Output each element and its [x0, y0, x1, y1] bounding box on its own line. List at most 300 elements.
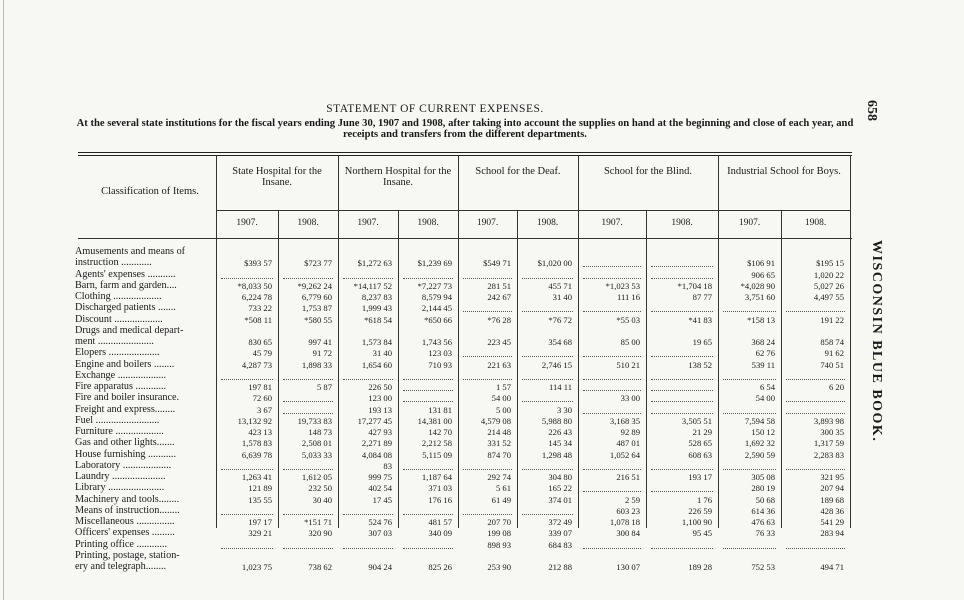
table-cell: 305 08	[751, 472, 775, 482]
table-cell: 226 50	[368, 382, 392, 392]
row-label: Fuel .........................	[75, 414, 160, 426]
table-cell: *4,028 90	[740, 280, 775, 291]
empty-cell-leader	[786, 379, 845, 380]
row-label: House furnishing ...........	[75, 448, 177, 460]
table-cell: 3,751 60	[744, 292, 775, 302]
table-cell: 1,020 22	[813, 269, 844, 280]
table-cell: 455 71	[548, 280, 572, 291]
table-cell: 423 13	[248, 427, 272, 437]
table-cell: 280 19	[751, 483, 775, 494]
table-cell: 1,654 60	[361, 359, 392, 370]
table-cell: 207 70	[487, 517, 511, 527]
year-header: 1907.	[357, 218, 379, 228]
empty-cell-leader	[583, 266, 641, 267]
table-cell: 320 90	[308, 528, 332, 539]
table-cell: 226 43	[548, 427, 572, 437]
table-cell: 3,893 98	[813, 415, 844, 426]
table-cell: 85 00	[620, 337, 640, 347]
empty-cell-leader	[283, 413, 333, 414]
row-label: ment ......................	[75, 336, 154, 347]
table-cell: 114 11	[549, 382, 572, 392]
table-cell: 3,168 35	[609, 415, 640, 426]
institution-header: School for the Blind.	[603, 166, 693, 177]
page-title: STATEMENT OF CURRENT EXPENSES.	[326, 103, 544, 115]
classification-header: Classification of Items.	[101, 186, 199, 197]
table-cell: 197 17	[248, 517, 272, 527]
empty-cell-leader	[463, 356, 512, 357]
table-cell: 1,578 83	[241, 438, 272, 449]
table-cell: 197 81	[248, 382, 272, 392]
table-cell: 6,639 78	[241, 449, 272, 460]
row-label: Machinery and tools........	[75, 493, 180, 505]
table-cell: 1,078 18	[609, 517, 640, 527]
empty-cell-leader	[283, 548, 333, 549]
table-cell: 372 49	[548, 517, 572, 527]
table-cell: *76 28	[487, 314, 511, 325]
empty-cell-leader	[786, 413, 845, 414]
table-cell: $1,020 00	[537, 258, 572, 269]
table-cell: 528 65	[688, 438, 712, 449]
institution-header: Northern Hospital for the Insane.	[344, 166, 452, 188]
table-cell: 740 51	[820, 359, 844, 370]
empty-cell-leader	[651, 379, 713, 380]
table-cell: 61 49	[491, 494, 511, 505]
row-label: Printing, postage, station-	[75, 549, 180, 561]
table-cell: 21 29	[692, 427, 712, 437]
table-cell: 19,733 83	[297, 415, 332, 426]
table-cell: 54 00	[491, 393, 511, 404]
empty-cell-leader	[221, 278, 273, 279]
table-cell: 300 84	[616, 528, 640, 539]
year-header: 1907.	[601, 218, 623, 228]
table-cell: 123 03	[428, 348, 452, 359]
table-cell: $1,272 63	[357, 258, 392, 269]
table-cell: 232 50	[308, 483, 332, 494]
row-label: Fire and boiler insurance.	[75, 392, 180, 404]
table-cell: 165 22	[548, 483, 572, 494]
table-cell: 2,283 83	[813, 449, 844, 460]
table-cell: 4,287 73	[241, 359, 272, 370]
table-cell: 189 68	[820, 494, 844, 505]
table-cell: 95 45	[692, 528, 712, 539]
table-cell: 603 23	[616, 505, 640, 516]
table-cell: 339 07	[548, 528, 572, 539]
empty-cell-leader	[403, 390, 453, 391]
table-cell: $1,239 69	[417, 258, 452, 269]
empty-cell-leader	[651, 469, 713, 470]
row-label: Miscellaneous ...............	[75, 516, 175, 527]
table-cell: 1,187 64	[421, 472, 452, 482]
page-number: 658	[864, 100, 879, 121]
table-cell: 684 83	[548, 539, 572, 550]
table-cell: 539 11	[751, 359, 775, 370]
empty-cell-leader	[651, 401, 713, 402]
table-cell: 1,100 90	[681, 517, 712, 527]
table-cell: *618 54	[364, 314, 392, 325]
table-cell: 1,999 43	[361, 303, 392, 314]
table-cell: 135 55	[248, 494, 272, 505]
empty-cell-leader	[403, 548, 453, 549]
institution-underline	[216, 210, 338, 211]
table-cell: 87 77	[692, 292, 712, 302]
page-subtitle: At the several state institutions for the fiscal years ending June 30, 1907 and 1908, after taking into account the supplies on hand at the beginning and close of each year, and receipts and transfers from the different departments.	[76, 118, 854, 140]
table-cell: $106 91	[747, 258, 775, 269]
table-cell: 226 59	[688, 505, 712, 516]
table-cell: 825 26	[428, 562, 452, 572]
table-cell: 858 74	[820, 337, 844, 347]
empty-cell-leader	[221, 514, 273, 515]
row-label: Furniture ...................	[75, 426, 164, 437]
row-label: Clothing ...................	[75, 291, 162, 302]
table-cell: 4,084 08	[361, 449, 392, 460]
table-cell: 5 87	[316, 382, 332, 392]
empty-cell-leader	[583, 469, 641, 470]
empty-cell-leader	[583, 491, 641, 492]
table-cell: 14,381 00	[417, 415, 452, 426]
row-label: Gas and other lights.......	[75, 437, 175, 449]
empty-cell-leader	[583, 548, 641, 549]
year-header: 1907.	[236, 218, 258, 228]
table-cell: *7,227 73	[417, 280, 452, 291]
table-cell: 541 29	[820, 517, 844, 527]
row-label: Barn, farm and garden....	[75, 279, 177, 291]
table-cell: 19 65	[692, 337, 712, 347]
row-label: Laundry .....................	[75, 471, 166, 482]
table-cell: 2 59	[624, 494, 640, 505]
table-cell: 997 41	[308, 337, 332, 347]
empty-cell-leader	[583, 390, 641, 391]
table-cell: $723 77	[304, 258, 332, 269]
row-label: Freight and express........	[75, 403, 176, 415]
empty-cell-leader	[403, 379, 453, 380]
year-header: 1908.	[671, 218, 693, 228]
table-cell: 145 34	[548, 438, 572, 449]
table-cell: 1,898 33	[301, 359, 332, 370]
year-header: 1908.	[536, 218, 559, 228]
table-cell: 402 54	[368, 483, 392, 494]
table-cell: 72 60	[252, 393, 272, 404]
table-cell: 54 00	[755, 393, 775, 404]
table-cell: 191 22	[820, 314, 844, 325]
empty-cell-leader	[522, 514, 573, 515]
empty-cell-leader	[283, 278, 333, 279]
table-cell: 214 48	[487, 427, 511, 437]
empty-cell-leader	[723, 311, 776, 312]
table-cell: 2,590 59	[744, 449, 775, 460]
table-cell: 4,579 08	[480, 415, 511, 426]
table-cell: *1,023 53	[605, 280, 640, 291]
table-cell: 31 40	[372, 348, 392, 359]
table-cell: 50 68	[755, 494, 775, 505]
table-cell: 331 52	[487, 438, 511, 449]
table-cell: 33 00	[620, 393, 640, 404]
table-cell: 76 33	[755, 528, 775, 539]
empty-cell-leader	[723, 379, 776, 380]
table-cell: 6 54	[759, 382, 775, 392]
table-cell: 1,743 56	[421, 337, 452, 347]
table-cell: 131 81	[428, 404, 452, 415]
empty-cell-leader	[522, 278, 573, 279]
table-cell: 83	[383, 460, 392, 471]
table-cell: 193 13	[368, 404, 392, 415]
table-cell: 6 20	[828, 382, 844, 392]
table-cell: 874 70	[487, 449, 511, 460]
table-cell: 608 63	[688, 449, 712, 460]
table-cell: 62 76	[755, 348, 775, 359]
table-cell: 216 51	[616, 472, 640, 482]
empty-cell-leader	[583, 413, 641, 414]
year-header: 1907.	[476, 218, 499, 228]
empty-cell-leader	[283, 514, 333, 515]
empty-cell-leader	[522, 311, 573, 312]
row-label: Discount ...................	[75, 313, 163, 325]
table-cell: 111 16	[617, 292, 640, 302]
empty-cell-leader	[522, 401, 573, 402]
empty-cell-leader	[651, 266, 713, 267]
year-header: 1908.	[804, 218, 827, 228]
row-label: instruction ............	[75, 257, 152, 269]
empty-cell-leader	[651, 278, 713, 279]
empty-cell-leader	[403, 401, 453, 402]
table-cell: 614 36	[751, 505, 775, 516]
table-cell: 292 74	[487, 472, 511, 482]
table-cell: 2,746 15	[541, 359, 572, 370]
table-cell: 830 65	[248, 337, 272, 347]
table-cell: *8,033 50	[237, 280, 272, 291]
empty-cell-leader	[463, 278, 512, 279]
table-cell: 738 62	[308, 562, 332, 572]
table-cell: 138 52	[688, 359, 712, 370]
table-cell: 1,692 32	[744, 438, 775, 449]
table-cell: *151 71	[304, 517, 332, 527]
table-cell: 906 65	[751, 269, 775, 280]
running-head: WISCONSIN BLUE BOOK.	[869, 240, 884, 443]
empty-cell-leader	[343, 514, 393, 515]
table-cell: $549 71	[483, 258, 511, 269]
institution-underline	[458, 210, 578, 211]
empty-cell-leader	[583, 278, 641, 279]
table-cell: 4,497 55	[813, 292, 844, 302]
empty-cell-leader	[651, 491, 713, 492]
table-cell: 481 57	[428, 517, 452, 527]
table-cell: 1,298 48	[541, 449, 572, 460]
table-cell: 17,277 45	[357, 415, 392, 426]
table-cell: $195 15	[816, 258, 844, 269]
empty-cell-leader	[463, 311, 512, 312]
empty-cell-leader	[343, 278, 393, 279]
row-label: Library ......................	[75, 482, 165, 494]
row-label: Exchange ...................	[75, 369, 167, 381]
empty-cell-leader	[786, 401, 845, 402]
table-cell: 30 40	[312, 494, 332, 505]
table-cell: *580 55	[304, 314, 332, 325]
table-cell: 2,212 58	[421, 438, 452, 449]
table-cell: 898 93	[487, 539, 511, 550]
table-cell: 476 63	[751, 517, 775, 527]
table-cell: 329 21	[248, 528, 272, 539]
institution-underline	[718, 210, 850, 211]
row-label: Fire apparatus ............	[75, 381, 167, 392]
table-cell: 733 22	[248, 303, 272, 314]
table-cell: 999 75	[368, 472, 392, 482]
empty-cell-leader	[283, 379, 333, 380]
table-cell: 354 68	[548, 337, 572, 347]
empty-cell-leader	[403, 278, 453, 279]
table-cell: 121 89	[248, 483, 272, 494]
empty-cell-leader	[522, 469, 573, 470]
table-cell: 5,027 26	[813, 280, 844, 291]
table-cell: 904 24	[368, 562, 392, 572]
table-cell: 487 01	[616, 438, 640, 449]
table-cell: *14,117 52	[353, 280, 392, 291]
table-cell: 91 62	[824, 348, 844, 359]
table-cell: 300 35	[820, 427, 844, 437]
table-cell: 91 72	[312, 348, 332, 359]
table-cell: 710 93	[428, 359, 452, 370]
table-cell: 1,023 75	[241, 562, 272, 572]
table-cell: 371 03	[428, 483, 452, 494]
institution-header: Industrial School for Boys.	[727, 166, 841, 177]
table-cell: 1 57	[495, 382, 511, 392]
empty-cell-leader	[221, 548, 273, 549]
table-top-rule-2	[78, 155, 852, 156]
empty-cell-leader	[522, 379, 573, 380]
table-cell: 92 89	[620, 427, 640, 437]
table-cell: 3 67	[256, 404, 272, 415]
table-cell: 17 45	[372, 494, 392, 505]
table-cell: 13,132 92	[237, 415, 272, 426]
table-cell: 199 08	[487, 528, 511, 539]
empty-cell-leader	[403, 514, 453, 515]
table-cell: *9,262 24	[297, 280, 332, 291]
table-cell: 752 53	[751, 562, 775, 572]
table-cell: 2,144 45	[421, 303, 452, 314]
table-cell: 510 21	[616, 359, 640, 370]
empty-cell-leader	[583, 311, 641, 312]
table-cell: 1,573 84	[361, 337, 392, 347]
institution-underline	[578, 210, 718, 211]
table-cell: 1,612 05	[301, 472, 332, 482]
table-cell: 3 30	[556, 404, 572, 415]
empty-cell-leader	[723, 469, 776, 470]
year-header: 1907.	[738, 218, 761, 228]
empty-cell-leader	[651, 413, 713, 414]
empty-cell-leader	[651, 548, 713, 549]
table-cell: 283 94	[820, 528, 844, 539]
empty-cell-leader	[786, 469, 845, 470]
table-cell: 2,271 89	[361, 438, 392, 449]
table-cell: 7,594 58	[744, 415, 775, 426]
empty-cell-leader	[463, 379, 512, 380]
table-cell: 242 67	[487, 292, 511, 302]
page-edge	[3, 0, 4, 600]
table-cell: 5 00	[495, 404, 511, 415]
empty-cell-leader	[786, 311, 845, 312]
table-cell: 524 76	[368, 517, 392, 527]
table-cell: 142 70	[428, 427, 452, 437]
empty-cell-leader	[283, 401, 333, 402]
table-cell: 307 03	[368, 528, 392, 539]
header-bottom-rule	[78, 238, 852, 239]
table-cell: 5,033 33	[301, 449, 332, 460]
table-cell: 5,988 80	[541, 415, 572, 426]
table-cell: 1 76	[696, 494, 712, 505]
table-cell: *508 11	[244, 314, 272, 325]
row-label: Amusements and means of	[75, 246, 186, 257]
table-cell: *1,704 18	[677, 280, 712, 291]
empty-cell-leader	[651, 356, 713, 357]
table-cell: 6,224 78	[241, 292, 272, 302]
table-cell: 3,505 51	[681, 415, 712, 426]
empty-cell-leader	[583, 356, 641, 357]
table-cell: 1,317 59	[813, 438, 844, 449]
empty-cell-leader	[221, 469, 273, 470]
table-cell: 2,508 01	[301, 438, 332, 449]
table-cell: *76 72	[548, 314, 572, 325]
table-cell: *650 66	[424, 314, 452, 325]
table-cell: 223 45	[487, 337, 511, 347]
row-label: Elopers ....................	[75, 347, 160, 359]
empty-cell-leader	[723, 548, 776, 549]
row-label: ery and telegraph........	[75, 561, 167, 572]
table-cell: 150 12	[751, 427, 775, 437]
year-header: 1908.	[297, 218, 319, 228]
table-cell: 6,779 60	[301, 292, 332, 302]
table-cell: 368 24	[751, 337, 775, 347]
empty-cell-leader	[403, 469, 453, 470]
table-cell: 494 71	[820, 562, 844, 572]
table-cell: 1,753 87	[301, 303, 332, 314]
empty-cell-leader	[651, 311, 713, 312]
empty-cell-leader	[583, 379, 641, 380]
year-header: 1908.	[417, 218, 439, 228]
empty-cell-leader	[463, 514, 512, 515]
table-cell: 281 51	[487, 280, 511, 291]
table-cell: 304 80	[548, 472, 572, 482]
table-cell: 427 93	[368, 427, 392, 437]
table-cell: 148 73	[308, 427, 332, 437]
institution-header: State Hospital for the Insane.	[232, 166, 322, 188]
table-cell: 5 61	[495, 483, 511, 494]
table-cell: *55 03	[616, 314, 640, 325]
row-label: Discharged patients .......	[75, 302, 176, 314]
table-cell: 207 94	[820, 483, 844, 494]
row-label: Laboratory ...................	[75, 459, 172, 471]
table-cell: 176 16	[428, 494, 452, 505]
table-cell: 1,052 64	[609, 449, 640, 460]
table-cell: 374 01	[548, 494, 572, 505]
table-cell: *158 13	[747, 314, 775, 325]
row-label: Printing office ............	[75, 538, 168, 550]
table-cell: 5,115 09	[422, 449, 452, 460]
institution-header: School for the Deaf.	[475, 166, 561, 177]
empty-cell-leader	[723, 413, 776, 414]
empty-cell-leader	[522, 356, 573, 357]
table-cell: 428 36	[820, 505, 844, 516]
table-cell: 221 63	[487, 359, 511, 370]
row-label: Means of instruction........	[75, 504, 180, 516]
table-cell: 1,263 41	[241, 472, 272, 482]
table-cell: 123 00	[368, 393, 392, 404]
empty-cell-leader	[786, 548, 845, 549]
table-cell: *41 83	[688, 314, 712, 325]
row-label: Drugs and medical depart-	[75, 324, 184, 336]
empty-cell-leader	[343, 379, 393, 380]
table-cell: 31 40	[552, 292, 572, 302]
row-label: Engine and boilers ........	[75, 358, 175, 370]
empty-cell-leader	[651, 390, 713, 391]
table-cell: 130 07	[616, 562, 640, 572]
